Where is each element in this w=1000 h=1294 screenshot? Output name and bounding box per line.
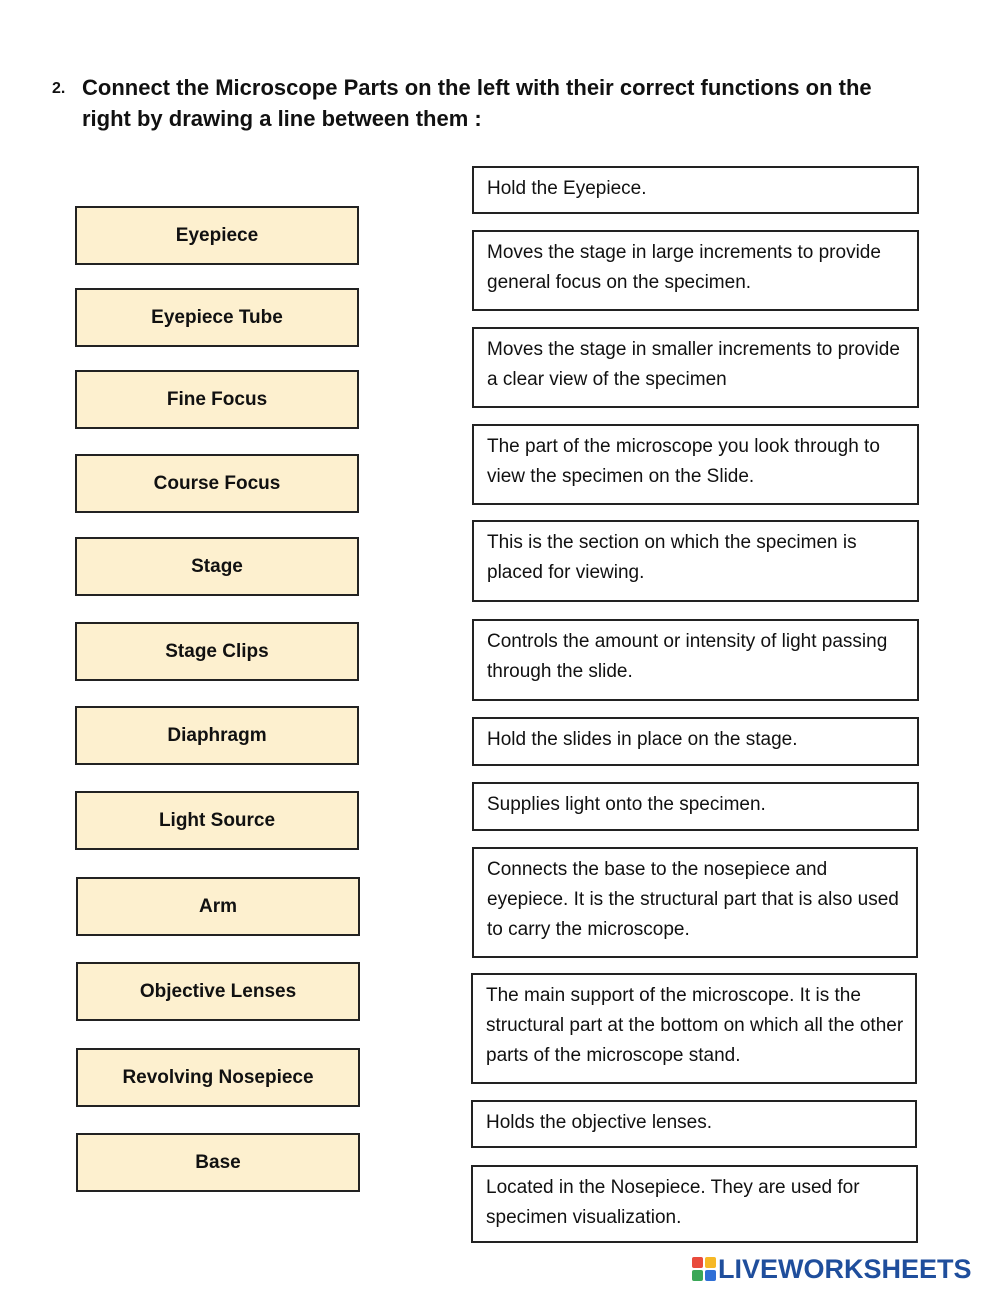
function-box-4[interactable]: The part of the microscope you look through to view the specimen on the Slide. [472, 424, 919, 505]
part-box-arm[interactable]: Arm [76, 877, 360, 936]
part-box-objective-lenses[interactable]: Objective Lenses [76, 962, 360, 1021]
part-box-eyepiece[interactable]: Eyepiece [75, 206, 359, 265]
function-box-3[interactable]: Moves the stage in smaller increments to provide a clear view of the specimen [472, 327, 919, 408]
logo-text: LIVEWORKSHEETS [718, 1253, 972, 1284]
part-box-stage-clips[interactable]: Stage Clips [75, 622, 359, 681]
function-box-10[interactable]: The main support of the microscope. It is the structural part at the bottom on which all the other parts of the microscope stand. [471, 973, 917, 1084]
liveworksheets-logo[interactable] [692, 1254, 972, 1284]
function-box-9[interactable]: Connects the base to the nosepiece and eyepiece. It is the structural part that is also used to carry the microscope. [472, 847, 918, 958]
function-box-5[interactable]: This is the section on which the specimen is placed for viewing. [472, 520, 919, 602]
function-box-7[interactable]: Hold the slides in place on the stage. [472, 717, 919, 766]
part-box-course-focus[interactable]: Course Focus [75, 454, 359, 513]
part-box-diaphragm[interactable]: Diaphragm [75, 706, 359, 765]
part-box-base[interactable]: Base [76, 1133, 360, 1192]
function-box-12[interactable]: Located in the Nosepiece. They are used for specimen visualization. [471, 1165, 918, 1243]
function-box-6[interactable]: Controls the amount or intensity of light passing through the slide. [472, 619, 919, 701]
liveworksheets-logo-icon [692, 1257, 716, 1281]
question-text: Connect the Microscope Parts on the left with their correct functions on the right by drawing a line between them : [82, 75, 872, 131]
question-number: 2. [52, 80, 66, 97]
part-box-light-source[interactable]: Light Source [75, 791, 359, 850]
part-box-revolving-nosepiece[interactable]: Revolving Nosepiece [76, 1048, 360, 1107]
part-box-stage[interactable]: Stage [75, 537, 359, 596]
function-box-8[interactable]: Supplies light onto the specimen. [472, 782, 919, 831]
function-box-11[interactable]: Holds the objective lenses. [471, 1100, 917, 1148]
part-box-eyepiece-tube[interactable]: Eyepiece Tube [75, 288, 359, 347]
part-box-fine-focus[interactable]: Fine Focus [75, 370, 359, 429]
function-box-2[interactable]: Moves the stage in large increments to provide general focus on the specimen. [472, 230, 919, 311]
function-box-1[interactable]: Hold the Eyepiece. [472, 166, 919, 214]
